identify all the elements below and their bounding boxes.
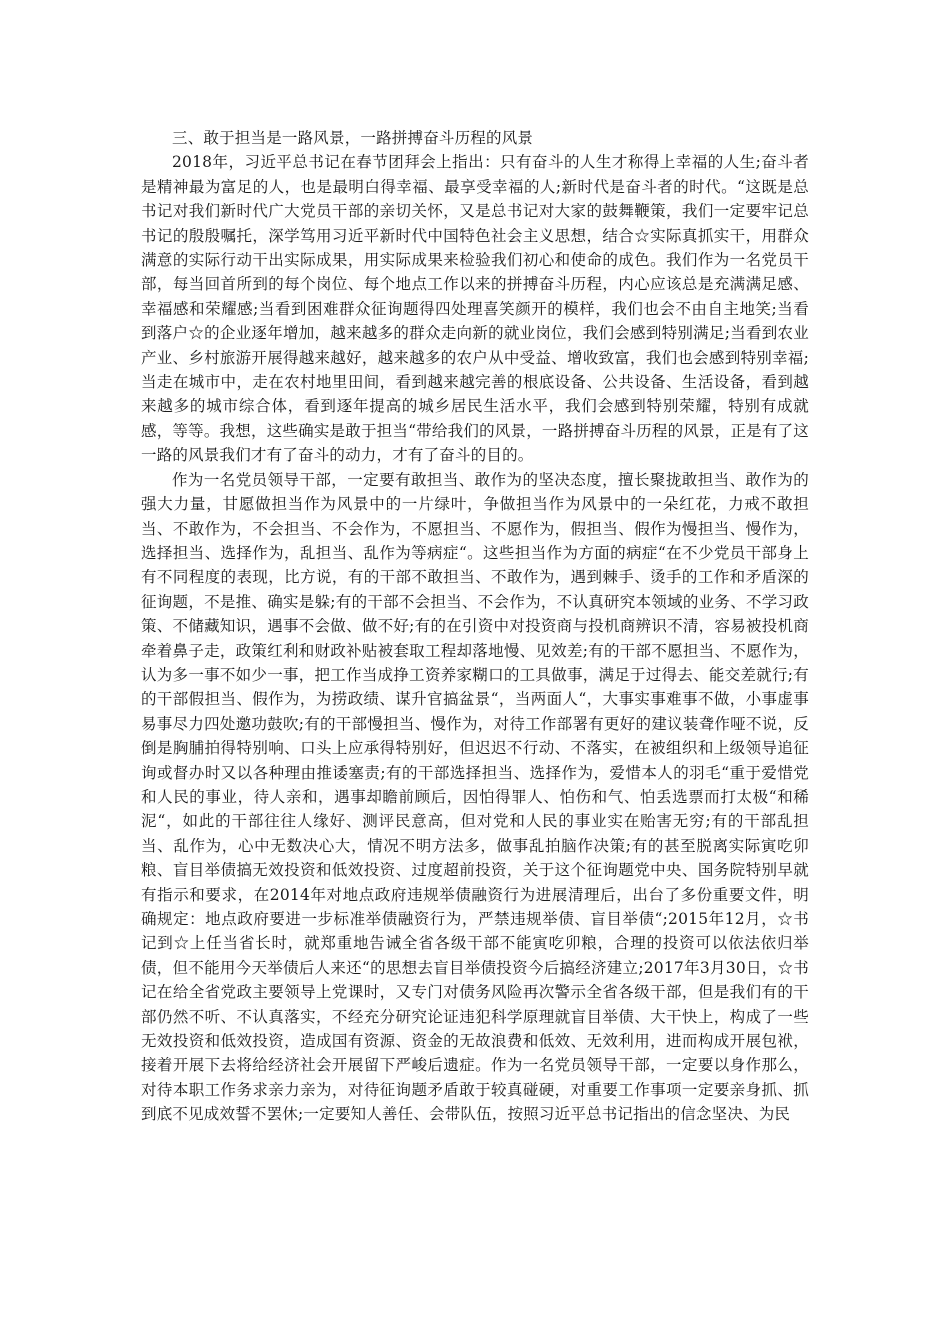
paragraph: 2018年，习近平总书记在春节团拜会上指出：只有奋斗的人生才称得上幸福的人生;奋斗者是精神最为富足的人，也是最明白得幸福、最享受幸福的人;新时代是奋斗者的时代。“这既是总书记对我们新时代广大党员干部的亲切关怀，又是总书记对大家的鼓舞鞭策，我们一定要牢记总书记的殷殷嘱托，深学笃用习近平新时代中国特色社会主义思想，结合☆实际真抓实干，用群众满意的实际行动干出实际成果，用实际成果来检验我们初心和使命的成色。我们作为一名党员干部，每当回首所到的每个岗位、每个地点工作以来的拼搏奋斗历程，内心应该总是充满满足感、幸福感和荣耀感;当看到困难群众征询题得四处理喜笑颜开的模样，我们也会不由自主地笑;当看到落户☆的企业逐年增加，越来越多的群众走向新的就业岗位，我们会感到特别满足;当看到农业产业、乡村旅游开展得越来越好，越来越多的农户从中受益、增收致富，我们也会感到特别幸福;当走在城市中，走在农村地里田间，看到越来越完善的根底设备、公共设备、生活设备，看到越来越多的城市综合体，看到逐年提高的城乡居民生活水平，我们会感到特别荣耀，特别有成就感，等等。我想，这些确实是敢于担当“带给我们的风景，一路拼搏奋斗历程的风景，正是有了这一路的风景我们才有了奋斗的动力，才有了奋斗的目的。 [141,153,809,465]
document-body [141,126,809,1127]
paragraph: 作为一名党员领导干部，一定要有敢担当、敢作为的坚决态度，擅长聚拢敢担当、敢作为的强大力量，甘愿做担当作为风景中的一片绿叶，争做担当作为风景中的一朵红花，力戒不敢担当、不敢作为，不会担当、不会作为，不愿担当、不愿作为，假担当、假作为慢担当、慢作为，选择担当、选择作为，乱担当、乱作为等病症“。这些担当作为方面的病症“在不少党员干部身上有不同程度的表现，比方说，有的干部不敢担当、不敢作为，遇到棘手、烫手的工作和矛盾深的征询题，不是推、确实是躲;有的干部不会担当、不会作为，不认真研究本领域的业务、不学习政策、不储藏知识，遇事不会做、做不好;有的在引资中对投资商与投机商辨识不清，容易被投机商牵着鼻子走，政策红利和财政补贴被套取工程却落地慢、见效差;有的干部不愿担当、不愿作为，认为多一事不如少一事，把工作当成挣工资养家糊口的工具做事，满足于过得去、能交差就行;有的干部假担当、假作为，为捞政绩、谋升官搞盆景“，当两面人“，大事实事难事不做，小事虚事易事尽力四处邀功鼓吹;有的干部慢担当、慢作为，对待工作部署有更好的建议装聋作哑不说，反倒是胸脯拍得特别响、口头上应承得特别好，但迟迟不行动、不落实，在被组织和上级领导追征询或督办时又以各种理由推诿塞责;有的干部选择担当、选择作为，爱惜本人的羽毛“重于爱惜党和人民的事业，待人亲和，遇事却瞻前顾后，因怕得罪人、怕伤和气、怕丢选票而打太极“和稀泥“，如此的干部往往人缘好、测评民意高，但对党和人民的事业实在贻害无穷;有的干部乱担当、乱作为，心中无数决心大，情况不明方法多，做事乱拍脑作决策;有的甚至脱离实际寅吃卯粮、盲目举债搞无效投资和低效投资、过度超前投资，关于这个征询题党中央、国务院特别早就有指示和要求，在2014年对地点政府违规举债融资行为进展清理后，出台了多份重要文件，明确规定：地点政府要进一步标准举债融资行为，严禁违规举债、盲目举债“;2015年12月，☆书记到☆上任当省长时，就郑重地告诫全省各级干部不能寅吃卯粮，合理的投资可以依法依归举债，但不能用今天举债后人来还“的思想去盲目举债投资今后搞经济建立;2017年3月30日，☆书记在给全省党政主要领导上党课时，又专门对债务风险再次警示全省各级干部，但是我们有的干部仍然不听、不认真落实，不经充分研究论证违犯科学原理就盲目举债、大干快上，构成了一些无效投资和低效投资，造成国有资源、资金的无故浪费和低效、无效利用，进而构成开展包袱，接着开展下去将给经济社会开展留下严峻后遗症。作为一名党员领导干部，一定要以身作那么，对待本职工作务求亲力亲为，对待征询题矛盾敢于较真碰硬，对重要工作事项一定要亲身抓、抓到底不见成效誓不罢休;一定要知人善任、会带队伍，按照习近平总书记指出的信念坚决、为民 [141,470,809,1124]
section-heading: 三、敢于担当是一路风景，一路拼搏奋斗历程的风景 [172,129,534,147]
